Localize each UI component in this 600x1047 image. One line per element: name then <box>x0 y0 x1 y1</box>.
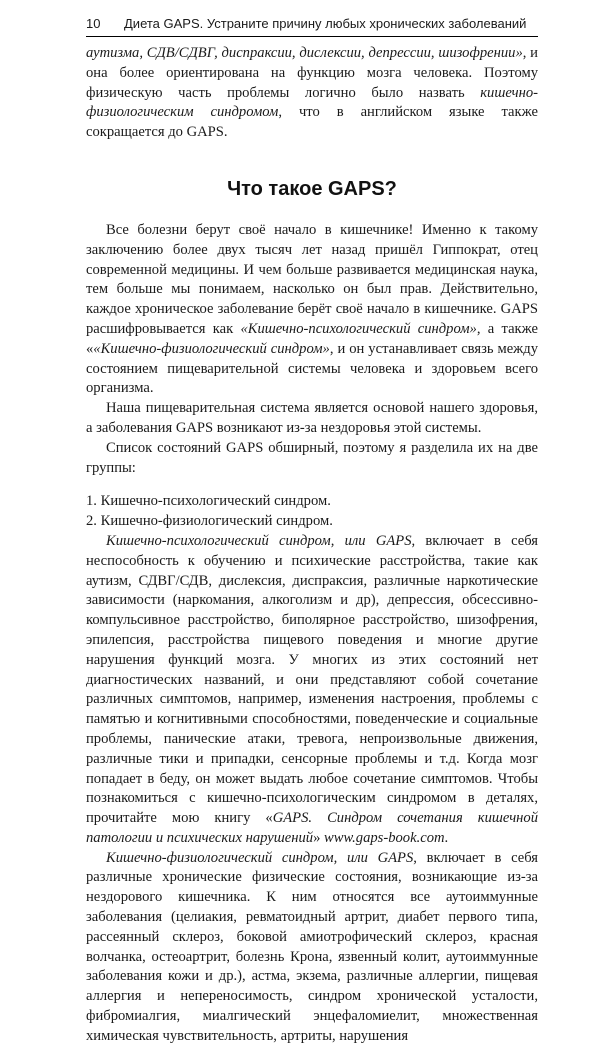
intro-paragraph <box>86 44 538 143</box>
running-header-title: Диета GAPS. Устраните причину любых хронических заболеваний <box>124 16 527 31</box>
paragraph-physiological-syndrome <box>86 849 538 1047</box>
italic-lead: Кишечно-психологический синдром, или GAPS <box>106 532 412 549</box>
paragraph-text: , и он устанавливает связь между состоянием пищеварительной системы человека и здоровьем всего организма. <box>86 340 538 397</box>
book-url: www.gaps-book.com <box>324 829 445 846</box>
intro-italic-list: аутизма, СДВ/СДВГ, диспраксии, дислексии, депрессии, шизофрении» <box>86 45 523 61</box>
paragraph-text: , включает в себя различные хронические физические состояния, возникающие из-за нездорового кишечника. К ним относятся все аутоиммунные заболевания (целиакия, ревматоидный артрит, диабет первого типа, рассеянный склероз, боковой амиотрофический склероз, красная волчанка, остеоартрит, болезнь Крона, язвенный колит, аутоиммунные заболевания кожи и др.), астма, экзема, различные аллергии, пищевая аллергия и непереносимость, синдром хронической усталости, фибромиалгия, миалгический энцефаломиелит, множественная химическая чувствительность, артриты, нарушения <box>86 849 538 1044</box>
paragraph-list-intro: Список состояний GAPS обширный, поэтому я разделила их на две группы: <box>86 439 538 476</box>
paragraph-text: Все болезни берут своё начало в кишечнике! Именно к такому заключению более двух тысяч лет назад пришёл Гиппократ, отец современной медицины. И чем больше развивается медицинская наука, тем больше мы понимаем, насколько он был прав. Действительно, каждое хроническое заболевание берёт своё начало в кишечнике. GAPS расшифровывается как <box>86 221 538 337</box>
list-item: 1. Кишечно-психологический синдром. <box>86 493 331 510</box>
page-body <box>86 44 538 1047</box>
list-item: 2. Кишечно-физиологический синдром. <box>86 513 333 530</box>
intro-text-2: , что в английском языке также сокращается до GAPS. <box>86 104 538 141</box>
syndrome-list <box>86 492 538 532</box>
section-heading: Что такое GAPS? <box>227 177 397 200</box>
paragraph-text: , а также « <box>86 320 539 357</box>
paragraph-origin <box>86 221 538 399</box>
paragraph-text: . <box>444 829 449 846</box>
book-title: GAPS. Синдром сочетания кишечной патологии и психических нарушений <box>86 810 538 846</box>
running-header <box>86 14 538 37</box>
intro-italic-term: кишечно-физиологическим синдромом <box>86 84 538 121</box>
italic-lead: Кишечно-физиологический синдром, или GAPS <box>106 849 414 866</box>
italic-term: «Кишечно-психологический синдром» <box>240 320 477 337</box>
italic-term: «Кишечно-физиологический синдром» <box>93 340 330 357</box>
paragraph-text: , включает в себя неспособность к обучению и психические расстройства, такие как аутизм, СДВГ/СДВ, дислексия, диспраксия, различные наркотические зависимости (наркомания, алкоголизм и др), депрессия, обсессивно-компульсивное расстройство, биполярное расстройство, шизофрения, эпилепсия, расстройства пищевого поведения и многие другие нарушения функций мозга. У многих из этих состояний нет диагностических названий, и они представляют собой сочетание различных симптомов, например, изменения настроения, проблемы с памятью и когнитивными способностями, поведенческие и социальные проблемы, панические атаки, тревога, непроизвольные движения, различные тики и припадки, сенсорные проблемы и т.д. Когда мозг попадает в беду, он может выдать любое сочетание симптомов. Чтобы познакомиться с кишечно-психологическим синдромом в деталях, прочитайте мою книгу « <box>86 532 538 827</box>
page-number: 10 <box>86 16 101 31</box>
paragraph-text: » <box>313 829 325 846</box>
intro-text-1: , и она более ориентирована на функцию мозга человека. Поэтому физическую часть проблемы логично было назвать <box>86 45 538 101</box>
paragraph-digestive-system: Наша пищеварительная система является основой нашего здоровья, а заболевания GAPS возникают из-за нездоровья этой системы. <box>86 400 538 436</box>
paragraph-psychological-syndrome <box>86 532 538 849</box>
